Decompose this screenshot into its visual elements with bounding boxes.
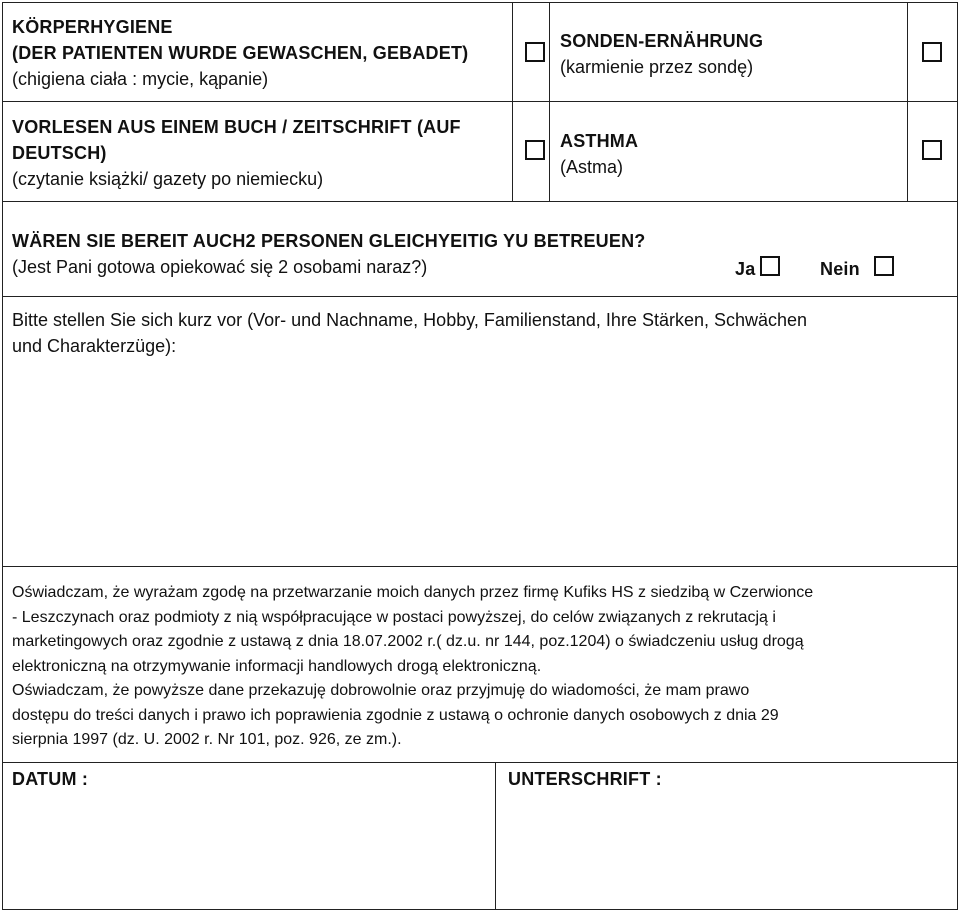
option-subtitle: (czytanie książki/ gazety po niemiecku)	[12, 169, 324, 189]
no-label: Nein	[820, 259, 860, 279]
option-title: ASTHMA	[560, 131, 639, 151]
option-vorlesen	[12, 114, 507, 192]
option-subtitle: (karmienie przez sondę)	[560, 57, 754, 77]
two-persons-question	[12, 228, 712, 280]
option-asthma	[560, 128, 900, 180]
divider	[2, 566, 958, 567]
self-introduction-answer-area[interactable]	[4, 360, 956, 564]
divider	[549, 2, 550, 201]
checkbox-sonden-ernaehrung[interactable]	[922, 42, 942, 62]
option-title: KÖRPERHYGIENE	[12, 17, 173, 37]
checkbox-koerperhygiene[interactable]	[525, 42, 545, 62]
checkbox-asthma[interactable]	[922, 140, 942, 160]
divider	[512, 2, 513, 201]
divider	[2, 101, 958, 102]
signature-field[interactable]	[499, 796, 956, 908]
option-subtitle: (chigiena ciała : mycie, kąpanie)	[12, 69, 269, 89]
divider	[2, 201, 958, 202]
option-title: (DER PATIENTEN WURDE GEWASCHEN, GEBADET)	[12, 43, 469, 63]
checkbox-vorlesen[interactable]	[525, 140, 545, 160]
prompt-line: Bitte stellen Sie sich kurz vor (Vor- und Nachname, Hobby, Familienstand, Ihre Stärken, Schwächen	[12, 310, 808, 330]
option-koerperhygiene	[12, 14, 507, 92]
checkbox-no[interactable]	[874, 256, 894, 276]
consent-line: - Leszczynach oraz podmioty z nią współpracujące w postaci powyższej, do celów związanych z rekrutacją i	[12, 608, 776, 626]
prompt-line: und Charakterzüge):	[12, 336, 177, 356]
question-translation: (Jest Pani gotowa opiekować się 2 osobami naraz?)	[12, 257, 428, 277]
consent-line: elektroniczną na otrzymywanie informacji handlowych drogą elektroniczną.	[12, 657, 542, 675]
divider	[907, 2, 908, 201]
option-title: SONDEN-ERNÄHRUNG	[560, 31, 764, 51]
question-text: WÄREN SIE BEREIT AUCH2 PERSONEN GLEICHYEITIG YU BETREUEN?	[12, 231, 646, 251]
option-title: DEUTSCH)	[12, 143, 107, 163]
date-label: DATUM :	[12, 769, 89, 789]
option-title: VORLESEN AUS EINEM BUCH / ZEITSCHRIFT (AUF	[12, 117, 461, 137]
divider	[495, 762, 496, 910]
consent-line: Oświadczam, że wyrażam zgodę na przetwarzanie moich danych przez firmę Kufiks HS z siedzibą w Czerwionce	[12, 584, 814, 601]
self-introduction-prompt	[12, 307, 952, 359]
consent-line: Oświadczam, że powyższe dane przekazuję dobrowolnie oraz przyjmuję do wiadomości, że mam prawo	[12, 682, 750, 699]
consent-text	[12, 581, 954, 753]
option-subtitle: (Astma)	[560, 157, 623, 177]
date-field[interactable]	[4, 796, 493, 908]
divider	[2, 762, 958, 763]
signature-label: UNTERSCHRIFT :	[508, 769, 662, 789]
checkbox-yes[interactable]	[760, 256, 780, 276]
option-sonden-ernaehrung	[560, 28, 900, 80]
divider	[2, 296, 958, 297]
yes-label: Ja	[735, 259, 756, 279]
consent-line: marketingowych oraz zgodnie z ustawą z dnia 18.07.2002 r.( dz.u. nr 144, poz.1204) o świadczeniu usług drogą	[12, 633, 804, 650]
consent-line: dostępu do treści danych i prawo ich poprawienia zgodnie z ustawą o ochronie danych osobowych z dnia 29	[12, 706, 779, 724]
consent-line: sierpnia 1997 (dz. U. 2002 r. Nr 101, poz. 926, ze zm.).	[12, 731, 402, 748]
